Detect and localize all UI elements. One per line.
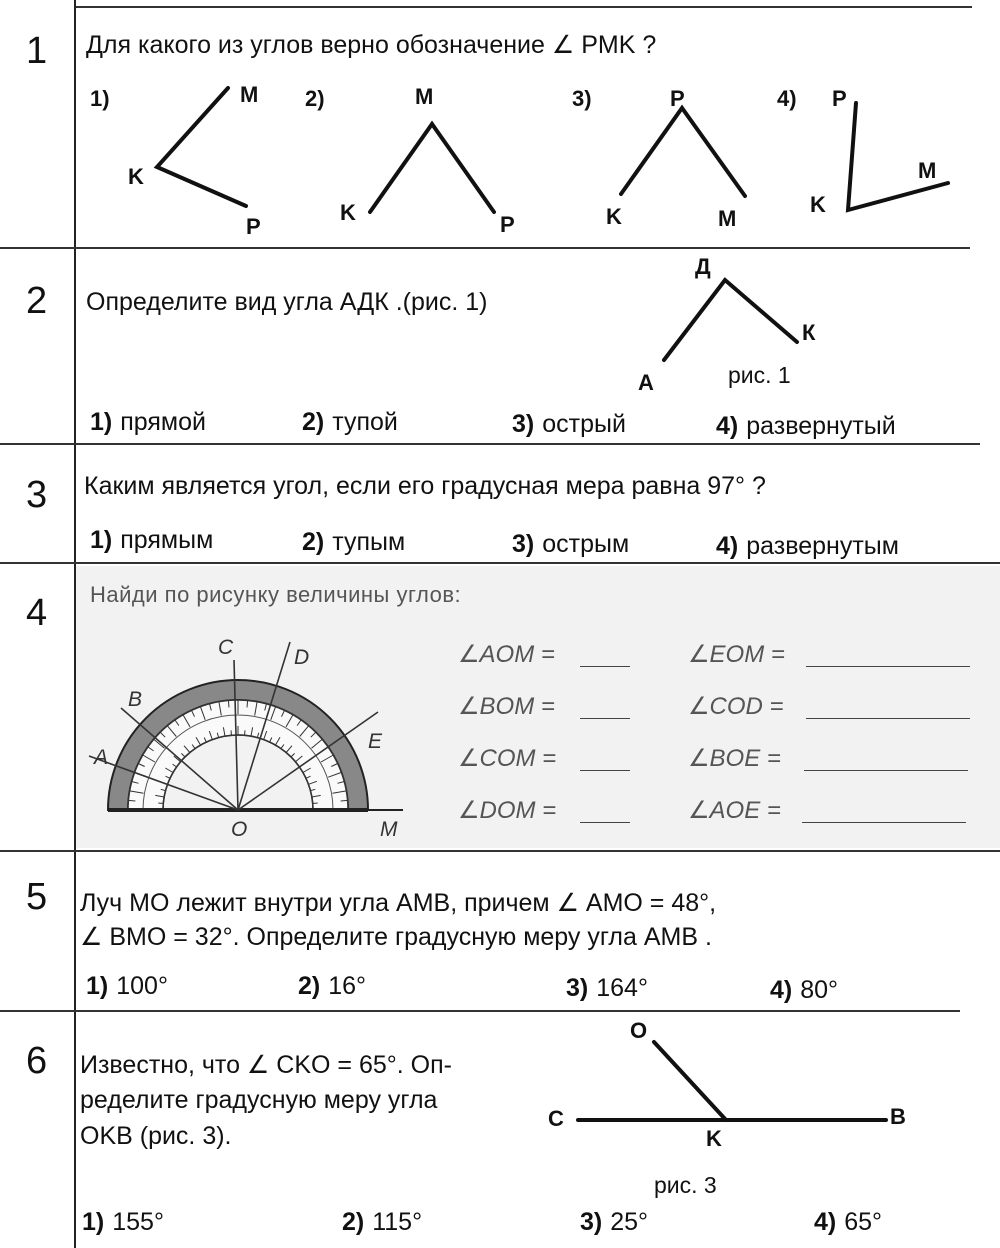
- q5-option-4[interactable]: [770, 976, 838, 1005]
- q4-answer-boe[interactable]: [804, 770, 968, 771]
- q3-option-4-text: развернутым: [746, 532, 899, 560]
- q6-option-2-number: 2): [342, 1208, 365, 1236]
- protractor-label-e: E: [368, 730, 383, 753]
- q1-fig1-point-m: M: [240, 82, 259, 107]
- q6-option-4[interactable]: [814, 1208, 882, 1237]
- divider-2: [0, 443, 980, 445]
- question-5-number: 5: [26, 876, 48, 918]
- q4-angle-eom: ∠EOM =: [688, 641, 785, 668]
- q3-option-1-number: 1): [90, 526, 113, 554]
- protractor-tick: [313, 803, 318, 804]
- question-1-text: Для какого из углов верно обозначение ∠ PMK ?: [86, 31, 657, 59]
- q5-option-3-number: 3): [566, 974, 589, 1002]
- q3-option-3-number: 3): [512, 530, 535, 558]
- q4-angle-aoe: ∠AOE =: [688, 797, 781, 824]
- q5-option-2-number: 2): [298, 972, 321, 1000]
- q4-angle-aom: ∠AOM =: [458, 641, 555, 668]
- q2-option-4[interactable]: [716, 412, 896, 441]
- q3-option-4-number: 4): [716, 532, 739, 560]
- q6-angle-figure: [0, 1010, 1000, 1170]
- q2-point-k: К: [802, 320, 816, 345]
- q5-option-3[interactable]: [566, 974, 648, 1003]
- q6-point-c: C: [548, 1106, 564, 1131]
- q1-fig3-point-m: M: [718, 206, 737, 231]
- q5-option-2-text: 16°: [328, 972, 367, 1000]
- q2-point-d: Д: [695, 254, 711, 279]
- q1-fig4-label: 4): [777, 86, 797, 111]
- q1-fig3-point-p: P: [670, 86, 685, 111]
- q2-figure-caption: рис. 1: [728, 362, 791, 388]
- q6-option-3[interactable]: [580, 1208, 648, 1237]
- q2-point-a: А: [638, 370, 654, 395]
- q6-option-1-number: 1): [82, 1208, 105, 1236]
- q3-option-3-text: острым: [542, 530, 630, 558]
- q2-option-2-number: 2): [302, 408, 325, 436]
- protractor-tick: [158, 803, 163, 804]
- q1-fig2-point-k: K: [340, 200, 356, 225]
- divider-4: [0, 850, 1000, 852]
- q6-point-o: O: [630, 1018, 648, 1043]
- q4-angle-boe: ∠BOE =: [688, 745, 781, 772]
- q4-angle-cod: ∠COD =: [688, 693, 784, 720]
- protractor-tick: [245, 730, 246, 735]
- protractor-figure: [0, 560, 420, 850]
- q2-option-3[interactable]: [512, 410, 626, 439]
- q3-option-2-number: 2): [302, 528, 325, 556]
- question-6-number: 6: [26, 1040, 48, 1082]
- q4-answer-eom[interactable]: [806, 666, 970, 667]
- q5-option-4-number: 4): [770, 976, 793, 1004]
- q3-option-2[interactable]: [302, 528, 405, 557]
- q5-option-1[interactable]: [86, 972, 168, 1001]
- q2-option-1-number: 1): [90, 408, 113, 436]
- q6-figure-caption: рис. 3: [654, 1172, 717, 1198]
- protractor-tick: [228, 700, 229, 707]
- q3-option-1-text: прямым: [120, 526, 214, 554]
- question-5-line-2: ∠ BMO = 32°. Определите градусную меру угла AMB .: [80, 923, 712, 951]
- question-6-line-1: Известно, что ∠ CKO = 65°. Оп-: [80, 1051, 452, 1079]
- q2-option-3-number: 3): [512, 410, 535, 438]
- q1-fig4-point-p: P: [832, 86, 847, 111]
- question-6-line-2: ределите градусную меру угла: [80, 1086, 438, 1114]
- q4-angle-bom: ∠BOM =: [458, 693, 555, 720]
- protractor-label-o: O: [231, 818, 248, 841]
- q1-fig1-label: 1): [90, 86, 110, 111]
- protractor-tick: [231, 730, 232, 735]
- q5-option-1-text: 100°: [116, 972, 168, 1000]
- q5-option-2[interactable]: [298, 972, 366, 1001]
- q4-answer-com[interactable]: [580, 770, 630, 771]
- q3-option-2-text: тупым: [332, 528, 406, 556]
- q4-answer-aoe[interactable]: [802, 822, 966, 823]
- protractor-label-m: M: [380, 818, 398, 841]
- q2-option-4-text: развернутый: [746, 412, 896, 440]
- q4-answer-cod[interactable]: [806, 718, 970, 719]
- q6-option-2[interactable]: [342, 1208, 422, 1237]
- question-4-text: Найди по рисунку величины углов:: [90, 582, 462, 607]
- q4-angle-dom: ∠DOM =: [458, 797, 557, 824]
- question-2-number: 2: [26, 280, 48, 322]
- q6-option-3-number: 3): [580, 1208, 603, 1236]
- question-4-number: 4: [26, 592, 48, 634]
- q4-answer-aom[interactable]: [580, 666, 630, 667]
- q1-fig1-point-k: K: [128, 164, 144, 189]
- q2-option-3-text: острый: [542, 410, 626, 438]
- q2-option-2-text: тупой: [332, 408, 398, 436]
- q1-fig2-label: 2): [305, 86, 325, 111]
- q5-option-4-text: 80°: [800, 976, 839, 1004]
- q4-answer-bom[interactable]: [580, 718, 630, 719]
- question-1-number: 1: [26, 30, 48, 72]
- q1-fig4-point-m: M: [918, 158, 937, 183]
- question-3-text: Каким является угол, если его градусная мера равна 97° ?: [84, 472, 766, 500]
- q4-angle-com: ∠COM =: [458, 745, 557, 772]
- q2-option-2[interactable]: [302, 408, 398, 437]
- q6-option-1-text: 155°: [112, 1208, 164, 1236]
- question-6-line-3: OKB (рис. 3).: [80, 1122, 232, 1150]
- protractor-tick: [341, 800, 348, 801]
- q1-fig3-label: 3): [572, 86, 592, 111]
- q2-option-1[interactable]: [90, 408, 206, 437]
- protractor-label-d: D: [294, 646, 310, 669]
- q6-option-1[interactable]: [82, 1208, 164, 1237]
- q1-fig2-point-p: P: [500, 212, 515, 237]
- q5-option-3-text: 164°: [596, 974, 648, 1002]
- protractor-tick: [128, 800, 135, 801]
- q6-point-b: B: [890, 1104, 906, 1129]
- question-3-number: 3: [26, 474, 48, 516]
- q1-fig2-point-m: M: [415, 84, 434, 109]
- protractor-label-a: A: [94, 746, 109, 769]
- q2-option-1-text: прямой: [120, 408, 206, 436]
- q3-option-3[interactable]: [512, 530, 629, 559]
- q1-fig4-point-k: K: [810, 192, 826, 217]
- q5-option-1-number: 1): [86, 972, 109, 1000]
- protractor-label-b: B: [128, 688, 143, 711]
- protractor-label-c: C: [218, 636, 234, 659]
- question-2-text: Определите вид угла АДК .(рис. 1): [86, 288, 488, 316]
- q1-fig3-point-k: K: [606, 204, 622, 229]
- protractor-tick: [247, 700, 248, 707]
- q6-option-4-text: 65°: [844, 1208, 883, 1236]
- q6-option-3-text: 25°: [610, 1208, 649, 1236]
- q1-fig1-point-p: P: [246, 214, 261, 239]
- q3-option-1[interactable]: [90, 526, 213, 555]
- q2-option-4-number: 4): [716, 412, 739, 440]
- q6-option-2-text: 115°: [372, 1208, 423, 1236]
- q6-option-4-number: 4): [814, 1208, 837, 1236]
- question-5-line-1: Луч MO лежит внутри угла AMB, причем ∠ AMO = 48°,: [80, 889, 717, 917]
- q4-answer-dom[interactable]: [580, 822, 630, 823]
- q6-point-k: K: [706, 1126, 722, 1151]
- q3-option-4[interactable]: [716, 532, 899, 561]
